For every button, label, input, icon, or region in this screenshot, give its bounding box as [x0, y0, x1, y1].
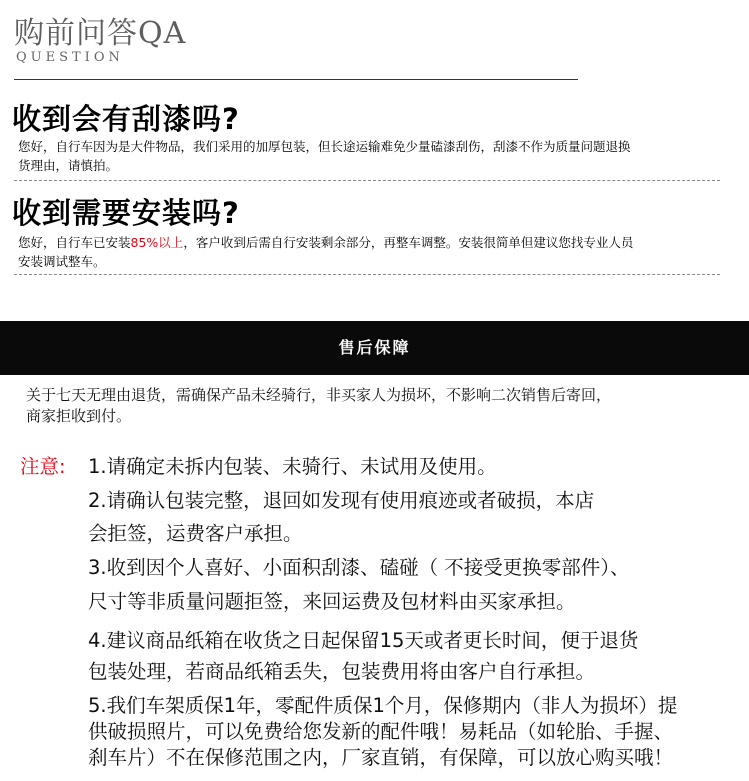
question-install: 收到需要安装吗?	[12, 196, 240, 230]
answer-install-text: 您好，自行车已安装	[18, 235, 131, 250]
answer-install-line-1	[18, 233, 633, 252]
note-5-line-2: 供破损照片，可以免费给您发新的配件哦！易耗品（如轮胎、手握、	[88, 720, 674, 743]
answer-scratch-line-2: 货理由，请慎拍。	[18, 158, 119, 173]
note-5-line-3: 刹车片）不在保修范围之内，厂家直销，有保障，可以放心购买哦！	[88, 746, 674, 769]
dashed-divider	[14, 180, 720, 181]
intro-line: 商家拒收到付。	[26, 407, 132, 425]
note-4-line-2: 包装处理，若商品纸箱丢失，包装费用将由客户自行承担。	[88, 660, 596, 683]
note-2-line-2: 会拒签，运费客户承担。	[88, 522, 303, 545]
answer-install-highlight: 85%以上	[130, 235, 184, 250]
note-1: 1.请确定未拆内包装、未骑行、未试用及使用。	[88, 455, 497, 478]
title-divider	[14, 79, 578, 80]
note-3-line-2: 尺寸等非质量问题拒签，来回运费及包材料由买家承担。	[88, 590, 576, 613]
aftersales-banner-title: 售后保障	[338, 338, 411, 357]
note-5-line-1: 5.我们车架质保1年，零配件质保1个月，保修期内（非人为损坏）提	[88, 694, 678, 717]
note-4-line-1: 4.建议商品纸箱在收货之日起保留15天或者更长时间，便于退货	[88, 629, 639, 652]
note-3-line-1: 3.收到因个人喜好、小面积刮漆、磕碰（ 不接受更换零部件）、	[88, 556, 630, 579]
dashed-divider	[14, 274, 720, 275]
question-scratch: 收到会有刮漆吗?	[12, 102, 240, 136]
page-subtitle: QUESTION	[16, 50, 124, 65]
intro-line: 关于七天无理由退货，需确保产品未经骑行，非买家人为损坏，不影响二次销售后寄回，	[26, 386, 612, 404]
answer-scratch-line-1: 您好，自行车因为是大件物品，我们采用的加厚包装，但长途运输难免少量磕漆刮伤，刮漆不作为质量问题退换	[18, 139, 631, 154]
aftersales-intro	[26, 385, 611, 427]
answer-install-line-2: 安装调试整车。	[18, 254, 106, 269]
page-title: 购前问答QA	[14, 16, 187, 51]
note-label: 注意:	[20, 455, 66, 478]
answer-install-text-cont: ，客户收到后需自行安装剩余部分，再整车调整。安装很简单但建议您找专业人员	[183, 235, 634, 250]
note-2-line-1: 2.请确认包装完整，退回如发现有使用痕迹或者破损，本店	[88, 489, 595, 512]
